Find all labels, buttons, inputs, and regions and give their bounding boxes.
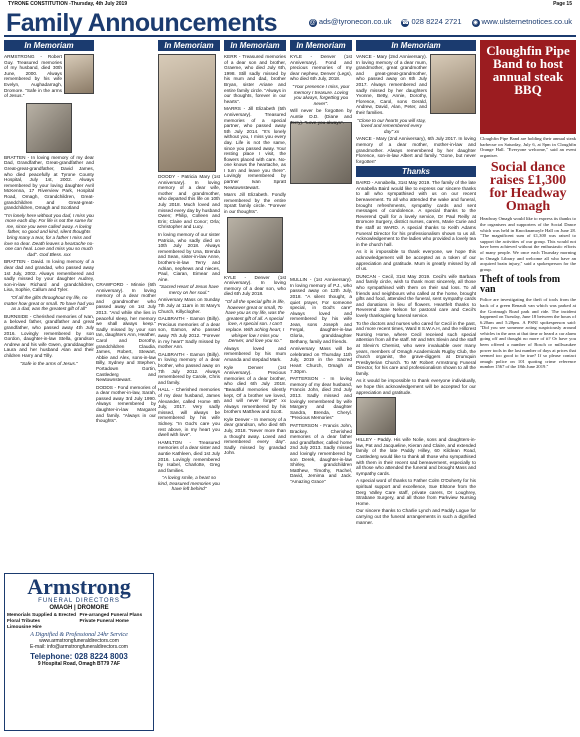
ad-service-3: Floral Tributes <box>7 619 41 624</box>
notice-vance-1: VANCE - Mary (2nd Anniversary). In loving memory of a dear mum, grandmother, great grandmother and great-great-grandmother, who passed away on 6th July 2017. Always remembered and sadly missed by her daughters Yvonne, Betty, Annie, Dorothy, Florence, Carol, sons Gerald, Andrew, David, Alan, Peter, and their families. <box>356 54 427 115</box>
sidebar-headline-theft: Theft of tools from van <box>480 274 561 296</box>
globe-icon: ◉ <box>472 20 479 26</box>
page-number: Page 15 <box>553 1 572 7</box>
notice-galbraith-1: GALBRAITH - Eamon (Billy). Precious memories of a dear son, Eamon, who passed away 7th July 2012. "Forever in my heart" Sadly missed by mother Ann. <box>158 316 220 350</box>
kyle-photo <box>227 217 283 273</box>
notice-duncan: DUNCAN - Cecil, 31st May 2019. Cecil's wife Barbara and family circle, wish to thank most sincerely, all those who sympathised with them on their sad loss. To all friends and neighbours who called at the home, brought gifts and food, attended the funeral, sent sympathy cards and donations in lieu of flowers. Heartfelt thanks to Reverend Jane Nelson for pastoral care and Cecil's lovely thanksgiving funeral service. <box>356 273 476 318</box>
vance-photo <box>430 54 476 114</box>
notice-kyle-1-sign: Always loved and remembered by his mum Amanda and stepdad Mark. <box>224 345 286 362</box>
doody-photo <box>158 54 216 172</box>
notice-kerr: KERR - Treasured memories of a dear son and brother, Graeme, who died July 6th, 1998. Still sadly missed by his mum and dad, brother Bryan, sister Ariane and entire family circle. "Always in our thoughts, forever in our hearts". <box>224 54 286 104</box>
notice-doody-2: In loving memory of our sister Patricia, who sadly died on 10th July 2018. Always remembered by Una, Brenda and Sean, sister-in-law Anne, brothers-in-law Terry and Adrian, nephews and nieces, Paul, Ciaran, Eimear and Aine. <box>158 231 220 282</box>
notice-hamilton: HAMILTON - Treasured memories of a dear sister and auntie Kathleen, died 1st July 2016. Lovingly remembered by Isabel, Charlotte, Greg and families. <box>158 439 220 473</box>
notice-mullin: MULLIN - (1st Anniversary). In loving memory of P.J., who passed away on 12th July, 2018. "A silent thought, a quiet prayer, For someone special, in God's care" Always loved and remembered by his wife Jean, sons Joseph and Fergal, daughter-in-law Gloria, granddaughter Bethany, family and friends. <box>290 277 352 344</box>
notice-kyle-aunt-sign: Will never be forgotten by Auntie D.D. (Diane and Terry). "Love you always". <box>290 108 352 125</box>
notice-doody-verse: "Sacred Heart of Jesus have mercy on her soul." <box>159 284 219 295</box>
phone-contact[interactable]: ☎ 028 8224 2721 <box>401 17 462 26</box>
top-line <box>0 0 580 8</box>
notice-bratten-2: BRATTEN - David. In loving memory of a dear dad and grandad, who passed away 1st July, 2002. Always remembered and sadly missed by your daughter Audrey, son-in-law Richard and grandchildren, Lisa, Sophie, Callum and Tyler. <box>4 259 94 293</box>
column-2 <box>158 40 220 733</box>
sidebar-headline-bbq: Cloughfin Pipe Band to host annual steak BBQ <box>480 40 576 134</box>
notice-bratten-1: BRATTEN - In loving memory of my dear Dad, Grandfather, Great-grandfather and Great-great-grandfather, David James, who died peacefully at Tyrone County Hospital, July 1st, 2002. Always remembered by your loving daughter Avril McKenna, 17 Riverview Park, Hospital Road, Omagh, Grandchildren, Great-grandchildren and Great-great-grandchildren, Omagh and Scotland <box>4 154 94 211</box>
armstrong-photo <box>64 54 94 94</box>
notice-vance-2: VANCE - Mary (2nd Anniversary), 6th July 2017. In loving memory of a dear mother, mother-in-law and grandmother. Always remembered by her daughter Florence, son-in-law Albert and family. "Gone, but never forgotten" <box>356 136 476 164</box>
notice-patterson-2: PATTERSON - Francis John, Brackey. Cherished memories of a dear father and grandfather, called home 2nd July 2013. Sadly missed and lovingly remembered by son Derek, daughter-in-law Shirley, grandchildren Matthew, Timothy, Rachel, David, Jemima and Jack. "Amazing Grace" <box>290 422 352 484</box>
in-memoriam-band: In Memoriam <box>224 40 286 51</box>
ad-website[interactable]: www.armstrongfuneraldirectors.com <box>39 638 119 644</box>
page-title: Family Announcements <box>6 9 278 37</box>
ad-name: Armstrong <box>27 574 131 599</box>
notice-duncan-2: To the doctors and nurses who cared for Cecil in the past, and more recent times, Ward 8 S.W.A.H, and the Hillcrest Nursing Home, where Cecil received such special attention from all the staff. Mr and Mrs Slevin and the staff at Slevin's Chemist, who were invaluable over many years, members of Omagh Academicals Rugby Club, the church organist, the grave-diggers at Drumquin Presbyterian Church. To Mr Robert Armstrong Funeral Director, for his care and professionalism shown to all the family. <box>356 320 476 376</box>
in-memoriam-band: In Memoriam <box>290 40 352 51</box>
notice-vance-1-verse: "Close to our hearts you will stay, loved and remembered every day" xx <box>357 117 426 134</box>
ad-slogan: A Dignified & Professional 24hr Service <box>30 632 128 638</box>
ad-email[interactable]: E-mail: info@armstrongfuneraldirectors.com <box>30 644 128 650</box>
thanks-band: Thanks <box>356 166 476 177</box>
notice-hilley-3: Our sincere thanks to Charlie Lynch and Paddy Logue for carrying out the funeral arrangements in such a dignified manner. <box>356 508 476 525</box>
ad-subtitle: FUNERAL DIRECTORS <box>38 598 120 604</box>
hilley-photo <box>356 397 396 435</box>
contact-bar <box>309 17 572 27</box>
notice-patterson-1: PATTERSON - In loving memory of my dear husband, Francis John, died 2nd July 2013. Sadly missed and lovingly remembered by wife Margery and daughter Sandra, Brenda, Cheryl. "Precious Memories" <box>290 376 352 421</box>
ad-service-2: Pre-arranged Funeral Plans <box>79 613 143 618</box>
notice-kyle-1-verse: "Of all the special gifts in life, however great or small, To have you as my life, was the greatest gift of all. A special love, A special son. I can't replace. With aching heart, I whisper low I miss you Denver, and love you so." <box>225 299 285 344</box>
notice-bratten-2-verse: "Of all the gifts throughout my life, no matter how great or small. To have had you as a dad, was the greatest gift of all" <box>4 295 94 312</box>
sidebar-headline-dance: Social dance raises £1,300 for Headway Omagh <box>489 160 567 215</box>
column-3 <box>224 40 286 733</box>
notice-kyle-aunt: KYLE - Denver (1st Anniversary). Fond and precious memories of my dear nephew, Denver (Legs), who died 6th July, 2018. <box>290 54 352 82</box>
notice-mullin-mass: Anniversary Mass will be celebrated on Thursday 11th July, 2019 in the Sacred Heart Church, Omagh at 7.30pm. <box>290 346 352 374</box>
column-5 <box>356 40 476 733</box>
notice-baird: BAIRD - Annabella, 31st May 2019. The family of the late Annabella Baird would like to express our sincere thanks to all who sympathised with us on our recent bereavement. To all who attended the wake and funeral, brought refreshments, sympathy cards and sent messages of condolence. A special thanks to the Reverend Quill for a lovely service, Dr Paul Reilly at Bromore Surgery, district nurses, carers, Marie Curie and the staff at WARD. A special thanks to Keith Adams Funeral Director for his professionalism shown to us all. Acknowledgement to the ladies who provided a lovely tea in the church hall. <box>356 180 476 247</box>
notice-hall: HALL - Cherished memories of my dear husband, James Alexander, called Home 8th July, 2017. Very sadly missed, will always be remembered by his wife Sidney. "In God's care you rest above, in my heart you dwell with love". <box>158 387 220 438</box>
notice-crawford: CRAWFORD - Minnie (6th Anniversary). In loving memory of a dear mother and grandmother who passed away on 1st July 2013. "And while she lies in peaceful sleep, her memory we shall always keep." Sadly missed by your son Ian, daughters Ann, Heather, Carol and Dorothy, grandchildren Claudia, James, Robert, Stewart, Abbie and Alex, sons-in-law Billy, Sydney and Stephen, Portadown Gortin, Castlederg and Newtownstewart. <box>96 282 156 383</box>
notice-hilley-2: A special word of thanks to Father Colm O'Doherty for his spiritual support and excellence, Sue Elstone from the Derg Valley Care staff, private carers, Dr Loughrey, Strabane Surgery, and all those from Parkview Nursing Home. <box>356 478 476 506</box>
publication-date: TYRONE CONSTITUTION -Thursday, 4th July 2019 <box>8 1 128 7</box>
notice-kyle-2: Kyle Denver (1st Anniversary). Precious memories of a dear brother, who died 6th July 2018. "Beautiful memories silently kept, Of a brother we loved, and will never forget" xx Always remembered by his brothers Matthew and Scott. <box>224 364 286 415</box>
bratten-photo <box>26 103 72 153</box>
notice-kyle-3: Kyle Denver - In memory of a dear grandson, who died 6th July, 2018. "Never more than a thought away. Loved and remembered every day". Sadly missed by grandad John. <box>224 416 286 456</box>
sidebar-text-dance: Headway Omagh would like to express its thanks to the organisers and supporters of the Social Dance which was held in Knocknamoyle Hall on June 28. "The magnificent sum of £1,300 was raised to support the activities of our group. This would not have been achieved without the enthusiastic efforts of many people. We once each Thursday morning in Omagh Library and welcome all who have an acquired brain injury," said a spokesperson for the group. <box>480 216 576 272</box>
armstrong-funeral-ad[interactable] <box>4 573 154 731</box>
notice-marrs-2: Marrs Jill Elizabeth. Fondly remembered by the entire Spratt family circle. "Forever in our thoughts". <box>224 192 286 215</box>
notice-marrs: MARRS - Jill Elizabeth (5th Anniversary). Treasured memories of a special partner, who passed away 5th July 2014. "It's lonely without you, I miss you every day. Life is not the same, since you passed away. Your resting place I visit, the flowers placed with care. No-one knows the heartache, as I turn and leave you there". Lovingly remembered by partner Ivan Spratt Newtownstewart. <box>224 106 286 190</box>
sidebar-text-theft: Police are investigating the theft of tools from the back of a green Renault van which was parked at the Gortmagh Road park and ride. The incident happened on Tuesday, June 18 between the hours of 6.20am and 5.20pm. A PSNI spokesperson said: "Did you see someone acting suspiciously around vehicles in the area at that time or heard a car alarm going off and thought no more of it? Or have you been offered a number of Bosch or millwaukee power tools in the last number of days at prices that seemed too good to be true? If so please contact omagh police on 101 quoting crime reference number 1567 of the 18th June 2019." <box>480 297 576 370</box>
ad-service-5: Limousine Hire <box>7 625 42 630</box>
notice-hilley: HILLEY - Paddy. His wife Nolie, sons and daughters-in-law, Pat and Jacqueline, Kieran and Claire, and extended family of the late Paddy Hilley, 60 Kilclean Road, Castlederg would like to thank all those who sympathised with them in their recent sad bereavement, especially to all those who attended the funeral and brought Mass and sympathy cards. <box>356 437 476 476</box>
ad-service-1: Memorials Supplied & Erected <box>7 613 77 618</box>
notice-kyle-1: KYLE - Denver (1st Anniversary). In loving memory of a dear son, who died 6th July 2018. <box>224 274 286 297</box>
ad-places: OMAGH | DROMORE <box>49 605 109 611</box>
notice-bratten-verse: "I'm lonely here without you dad, I miss you more each day. For life is not the same for me, since you were called away. A loving father, so good and kind, silent thoughts bring many a tear, for a father I miss and love so dear. Death leaves a heartache no-one can heal. Love and miss you so much dad". God Bless. xxx <box>4 212 94 257</box>
phone-icon: ☎ <box>401 20 410 26</box>
email-contact[interactable]: @ ads@tyronecon.co.uk <box>309 17 392 26</box>
notice-doody-mass: Anniversary Mass on Sunday 7th July at 11am in St Mary's Church, Killyclogher. <box>158 297 220 314</box>
notice-doody: DOODY - Patricia Mary (1st Anniversary). In loving memory of a dear wife, mother and grandmother, who departed this life on 10th July 2018. Much loved and missed every day by husband Owen; Philip, Colleen and Erin; Claire and Conor; Orla; Christopher and Lucy. <box>158 174 220 230</box>
notice-galbraith-2: GALBRAITH - Eamon (Billy). In loving memory of a dear brother, who passed away on 7th July 2012. Always remembered by Carole, Chris and family. <box>158 351 220 385</box>
column-4 <box>290 40 352 733</box>
in-memoriam-band: In Memoriam <box>158 40 220 51</box>
ad-phone[interactable]: Telephone: 028 8224 8003 <box>30 652 128 661</box>
notice-dodds: DODDS - Fond memories of a dear mother-in-law, Sarah, passed away 3rd July 1990. Always remembered by daughter-in-law Margaret and family. "Always in our thoughts". <box>96 384 156 424</box>
email-icon: @ <box>309 20 316 26</box>
notice-baird-2: As it is impossible to thank everyone, we hope this acknowledgement will be accepted as a token of our appreciation and gratitude. Mum is greatly missed by all of us. <box>356 249 476 272</box>
notice-armstrong: ARMSTRONG - Robert Guy. Treasured memories of my husband, died 30th June, 2000. Always remembered by his wife Evelyn, Aughadarragh, Dromore. "Safe in the arms of Jesus." <box>4 54 62 99</box>
in-memoriam-band: In Memoriam <box>356 40 476 51</box>
ad-address: 9 Hospital Road, Omagh BT79 7AF <box>37 661 121 667</box>
column-1b <box>96 282 156 467</box>
notice-burnside: BURNSIDE - Cherished memories of Ivan, a beloved father, grandfather and great grandfather, who passed away 4th July 2016. Lovingly remembered by son Gordon, daughter-in-law Stella, grandson Andrew and his wife Gwen, granddaughter Laura and her husband Alan and their children Harry and Tilly. <box>4 313 94 358</box>
notice-hamilton-verse: "A loving smile, a heart so kind, treasured memories you have left behind" <box>158 475 220 492</box>
notice-kyle-aunt-verse: "Your presence I miss, your memory I treasure. Loving you always, forgetting you never". <box>292 83 350 106</box>
masthead <box>4 9 576 37</box>
news-sidebar <box>480 40 576 733</box>
notice-burnside-verse: "Safe in the arms of Jesus." <box>20 360 78 366</box>
ad-service-4: Private Funeral Home <box>79 619 129 624</box>
sidebar-text-bbq: Cloughfin Pipe Band are holding their annual steak barbecue on Saturday, July 6, at 8pm in Cloughfin Orange Hall. "Everyone welcome," said an event organiser. <box>480 136 576 158</box>
notice-duncan-3: As it would be impossible to thank everyone individually, we hope this acknowledgement will be accepted for our appreciation and gratitude. <box>356 378 476 395</box>
in-memoriam-band: In Memoriam <box>4 40 94 51</box>
web-contact[interactable]: ◉ www.ulsternetnotices.co.uk <box>472 17 572 26</box>
